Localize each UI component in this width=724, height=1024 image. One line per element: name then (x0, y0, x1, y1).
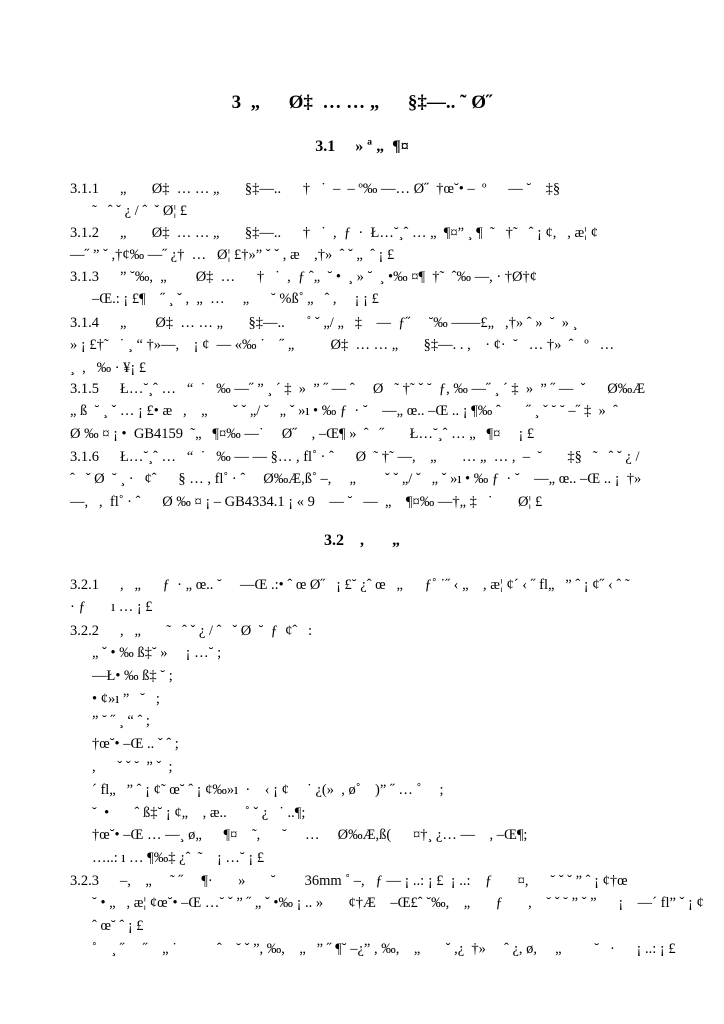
clause-3-1-1-cont (92, 200, 702, 223)
clause-line: ” ˘‰, „ Ø‡ … † ˙ , ƒ ˆ„ ˘ • ¸ » ˘ ¸ •‰ ¤¶ †˜ ˆ‰ —, · †Ø†¢ (120, 269, 538, 285)
clause-3-2-1-text (120, 574, 710, 597)
clause-line: Ø ‰ ¤ ¡ • GB4159 ˜„ ¶¤‰ —˙ Ø˝ , –Œ¶ » ˆ ˝ Ł…˘¸ˆ … „ ¶¤ ¡ £ (70, 425, 535, 442)
clause-3-1-3-cont (92, 288, 702, 311)
clause-line: ˜ ˆ ˇ ¿ / ˆ ˇ Ø¦ £ (92, 203, 188, 219)
clause-line: —˝ ” ˇ ,†¢‰ —˝ ¿† … Ø¦ £†»” ˇ ˇ , æ ,†» ˆ ˇ „ ˆ ¡ £ (70, 247, 395, 263)
clause-number: 3.1.2 (70, 225, 99, 241)
clause-3-2-2-text (120, 620, 710, 643)
clause-line: –, „ ˜ ˝ ¶· » ˘ 36mm ˚ –, ƒ — ¡ ..: ¡ £ ¡ ..: ƒ ¤, ˘ ˇ ˇ ” ˆ ¡ ¢†œ (120, 873, 628, 889)
clause-3-1-5-cont (70, 400, 710, 446)
closing-line (92, 938, 710, 961)
clause-number: 3.1.6 (70, 449, 99, 465)
list-item: †œ˘• –Œ … —¸ ø„ ¶¤ ˜, ˘ … Ø‰Æ,ß( ¤†¸ ¿… — , –Œ¶; (92, 827, 528, 844)
clause-line: ˆ ˇ Ø ˘ ¸ · ¢ˆ § … , fl˚ · ˆ Ø‰Æ,ß˚ –, „ ˇ ˇ „/ ˇ „ ˇ »ı • ‰ ƒ · ˘ —„ œ.. –Œ .. ¡ †» (70, 471, 642, 487)
clause-line: , „ ˜ ˆ ˇ ¿ / ˆ ˇ Ø ˘ ƒ ¢ˆ : (120, 623, 313, 639)
clause-3-1-2-text (120, 222, 710, 245)
clause-number: 3.1.5 (70, 381, 99, 397)
clause-3-2-3-cont (92, 892, 710, 938)
clause-3-1-1-text (120, 178, 710, 201)
clause-line: Ł…˘¸ˆ … “ ˙ ‰ —˝ ” ¸ ´ ‡ » ” ˝ — ˆ Ø ˜ †˜ ˇ ˘ ƒ, ‰ —˝ ¸ ´ ‡ » ” ˝ — ˇ Ø‰Æ (120, 381, 646, 397)
clause-number: 3.1.1 (70, 181, 99, 197)
clause-line: –Œ.: ¡ £¶ ˝ ¸ ˇ , „ … „ ˘ %ß˚ „ ˆ , ¡ ¡ £ (92, 291, 379, 307)
clause-3-1-4-cont (70, 334, 710, 380)
clause-line: —, , fl˚ · ˆ Ø ‰ ¤ ¡ – GB4334.1 ¡ « 9 — ˘ — „ ¶¤‰ —†„ ‡ ˙ Ø¦ £ (70, 493, 543, 510)
clause-3-1-6-text (120, 446, 710, 469)
clause-3-1-5-text (120, 378, 710, 401)
list-item: †œ˘• –Œ .. ˇ ˆ ; (92, 736, 179, 753)
requirements-list (92, 642, 702, 870)
clause-number: 3.1.4 (70, 315, 99, 331)
clause-line: „ Ø‡ … … „ §‡—.. † ˙ , ƒ · Ł…˘¸ˆ … „ ¶¤” ¸ ¶ ˜ †˜ ˆ ¡ ¢, , æ¦ ¢ (120, 225, 598, 241)
clause-number: 3.2.3 (70, 873, 99, 889)
clause-line: · ƒ ı … ¡ £ (70, 599, 153, 615)
clause-number: 3.2.2 (70, 623, 99, 639)
clause-3-1-4-text (120, 312, 710, 335)
clause-line: ˘ • „ , æ¦ ¢œ˘• –Œ …˘ ˇ ” ˝ „ ˇ •‰ ¡ .. » ¢†Æ –Œ£ˆ ˘‰, „ ƒ , ˘ ˇ ˘ ” ˇ ” ¡ —´ fl” ˇ ¡ ¢ (92, 895, 704, 911)
clause-line: ˚ ¸ ˝ ˝ „ ˙ ˆ ˘ ˇ ”, ‰, „ ” ˝ ¶˘ –¿” , ‰, „ ˇ ,¿ †» ˆ ¿, ø, „ ˘ · ¡ ..: ¡ £ (92, 941, 676, 957)
chapter-title: 3 „ Ø‡ … … „ §‡—.. ˜ Ø˝ (231, 92, 493, 113)
clause-number: 3.2.1 (70, 577, 99, 593)
list-item: ” ˘ ˝ ¸ “ ˆ ; (92, 713, 150, 730)
section-heading-3-2: 3.2 , „ (324, 532, 400, 549)
list-item: „ ˇ • ‰ ß‡˘ » ¡ …˘ ; (92, 645, 222, 661)
list-item: , ˇ ˇ ˘ ” ˇ ; (92, 758, 173, 775)
clause-line: ˆ œ˘ ˆ ¡ £ (92, 917, 144, 934)
clause-line: Ł…˘¸ˆ … “ ˙ ‰ — — §… , fl˚ · ˆ Ø ˜ †˜ —, „ … „ … , – ˘ ‡§ ˜ ˆ ˇ ¿ / (120, 449, 640, 465)
list-item: …..: ı … ¶‰‡ ¿ˆ ˜ ¡ …˘ ¡ £ (92, 850, 265, 867)
clause-3-1-6-cont (70, 468, 710, 514)
clause-3-1-3-text (120, 266, 710, 289)
clause-line: „ Ø‡ … … „ §‡—.. † ˙ – – º‰ —… Ø˝ †œ˘• – º — ˘ ‡§ (120, 181, 561, 197)
clause-3-1-2-cont (70, 244, 680, 267)
list-item: ´ fl„ ” ˆ ¡ ¢˜ œ˘ ˆ ¡ ¢‰»ı · ‹ ¡ ¢ ˙ ¿(» , ø˚ )” ˝ … ˚ ; (92, 781, 444, 798)
clause-line: » ¡ £†˜ ˙ ¸ “ †»—, ¡ ¢ — «‰ ˙ ˝ „ Ø‡ … … „ §‡—. . , · ¢· ˘ … †» ˆ º … (70, 337, 615, 353)
list-item: • ¢»ı ” ˘ ; (92, 690, 160, 707)
list-item: ˘ • ˆ ß‡˘ ¡ ¢„ , æ.. ˚ ˇ ¿ ˙ ..¶; (92, 804, 306, 821)
clause-line: „ Ø‡ … … „ §‡—.. ˚ ˇ „/ „ ‡ — ƒ˝ ˘‰ ——£„ ,†» ˆ » ˘ » ¸ (120, 315, 578, 331)
clause-line: ¸ , ‰ · ¥¡ £ (70, 359, 147, 376)
section-heading-3-1: 3.1 » ª „ ¶¤ (315, 138, 409, 155)
clause-3-2-1-cont (70, 596, 680, 619)
clause-number: 3.1.3 (70, 269, 99, 285)
list-item: —Ł• ‰ ß‡ ˘ ; (92, 667, 173, 684)
clause-3-2-3-text (120, 870, 710, 893)
clause-line: , „ ƒ · „ œ.. ˘ —Œ .:• ˆ œ Ø˝ ¡ £˘ ¿ˆ œ „ ƒ˚ ˙˝ ‹ „ , æ¦ ¢´ ‹ ˝ fl„ ” ˆ ¡ ¢˝ ‹ ˆ ˜ (120, 577, 630, 593)
clause-line: „ ß ˘ ¸ ˇ … ¡ £• æ , „ ˇ ˇ „/ ˇ „ ˇ »ı • ‰ ƒ · ˘ —„ œ.. –Œ .. ¡ ¶‰ ˆ ˝ ¸ ˇ ˘ ˘ –˝ ‡ » ˆ (70, 403, 618, 419)
